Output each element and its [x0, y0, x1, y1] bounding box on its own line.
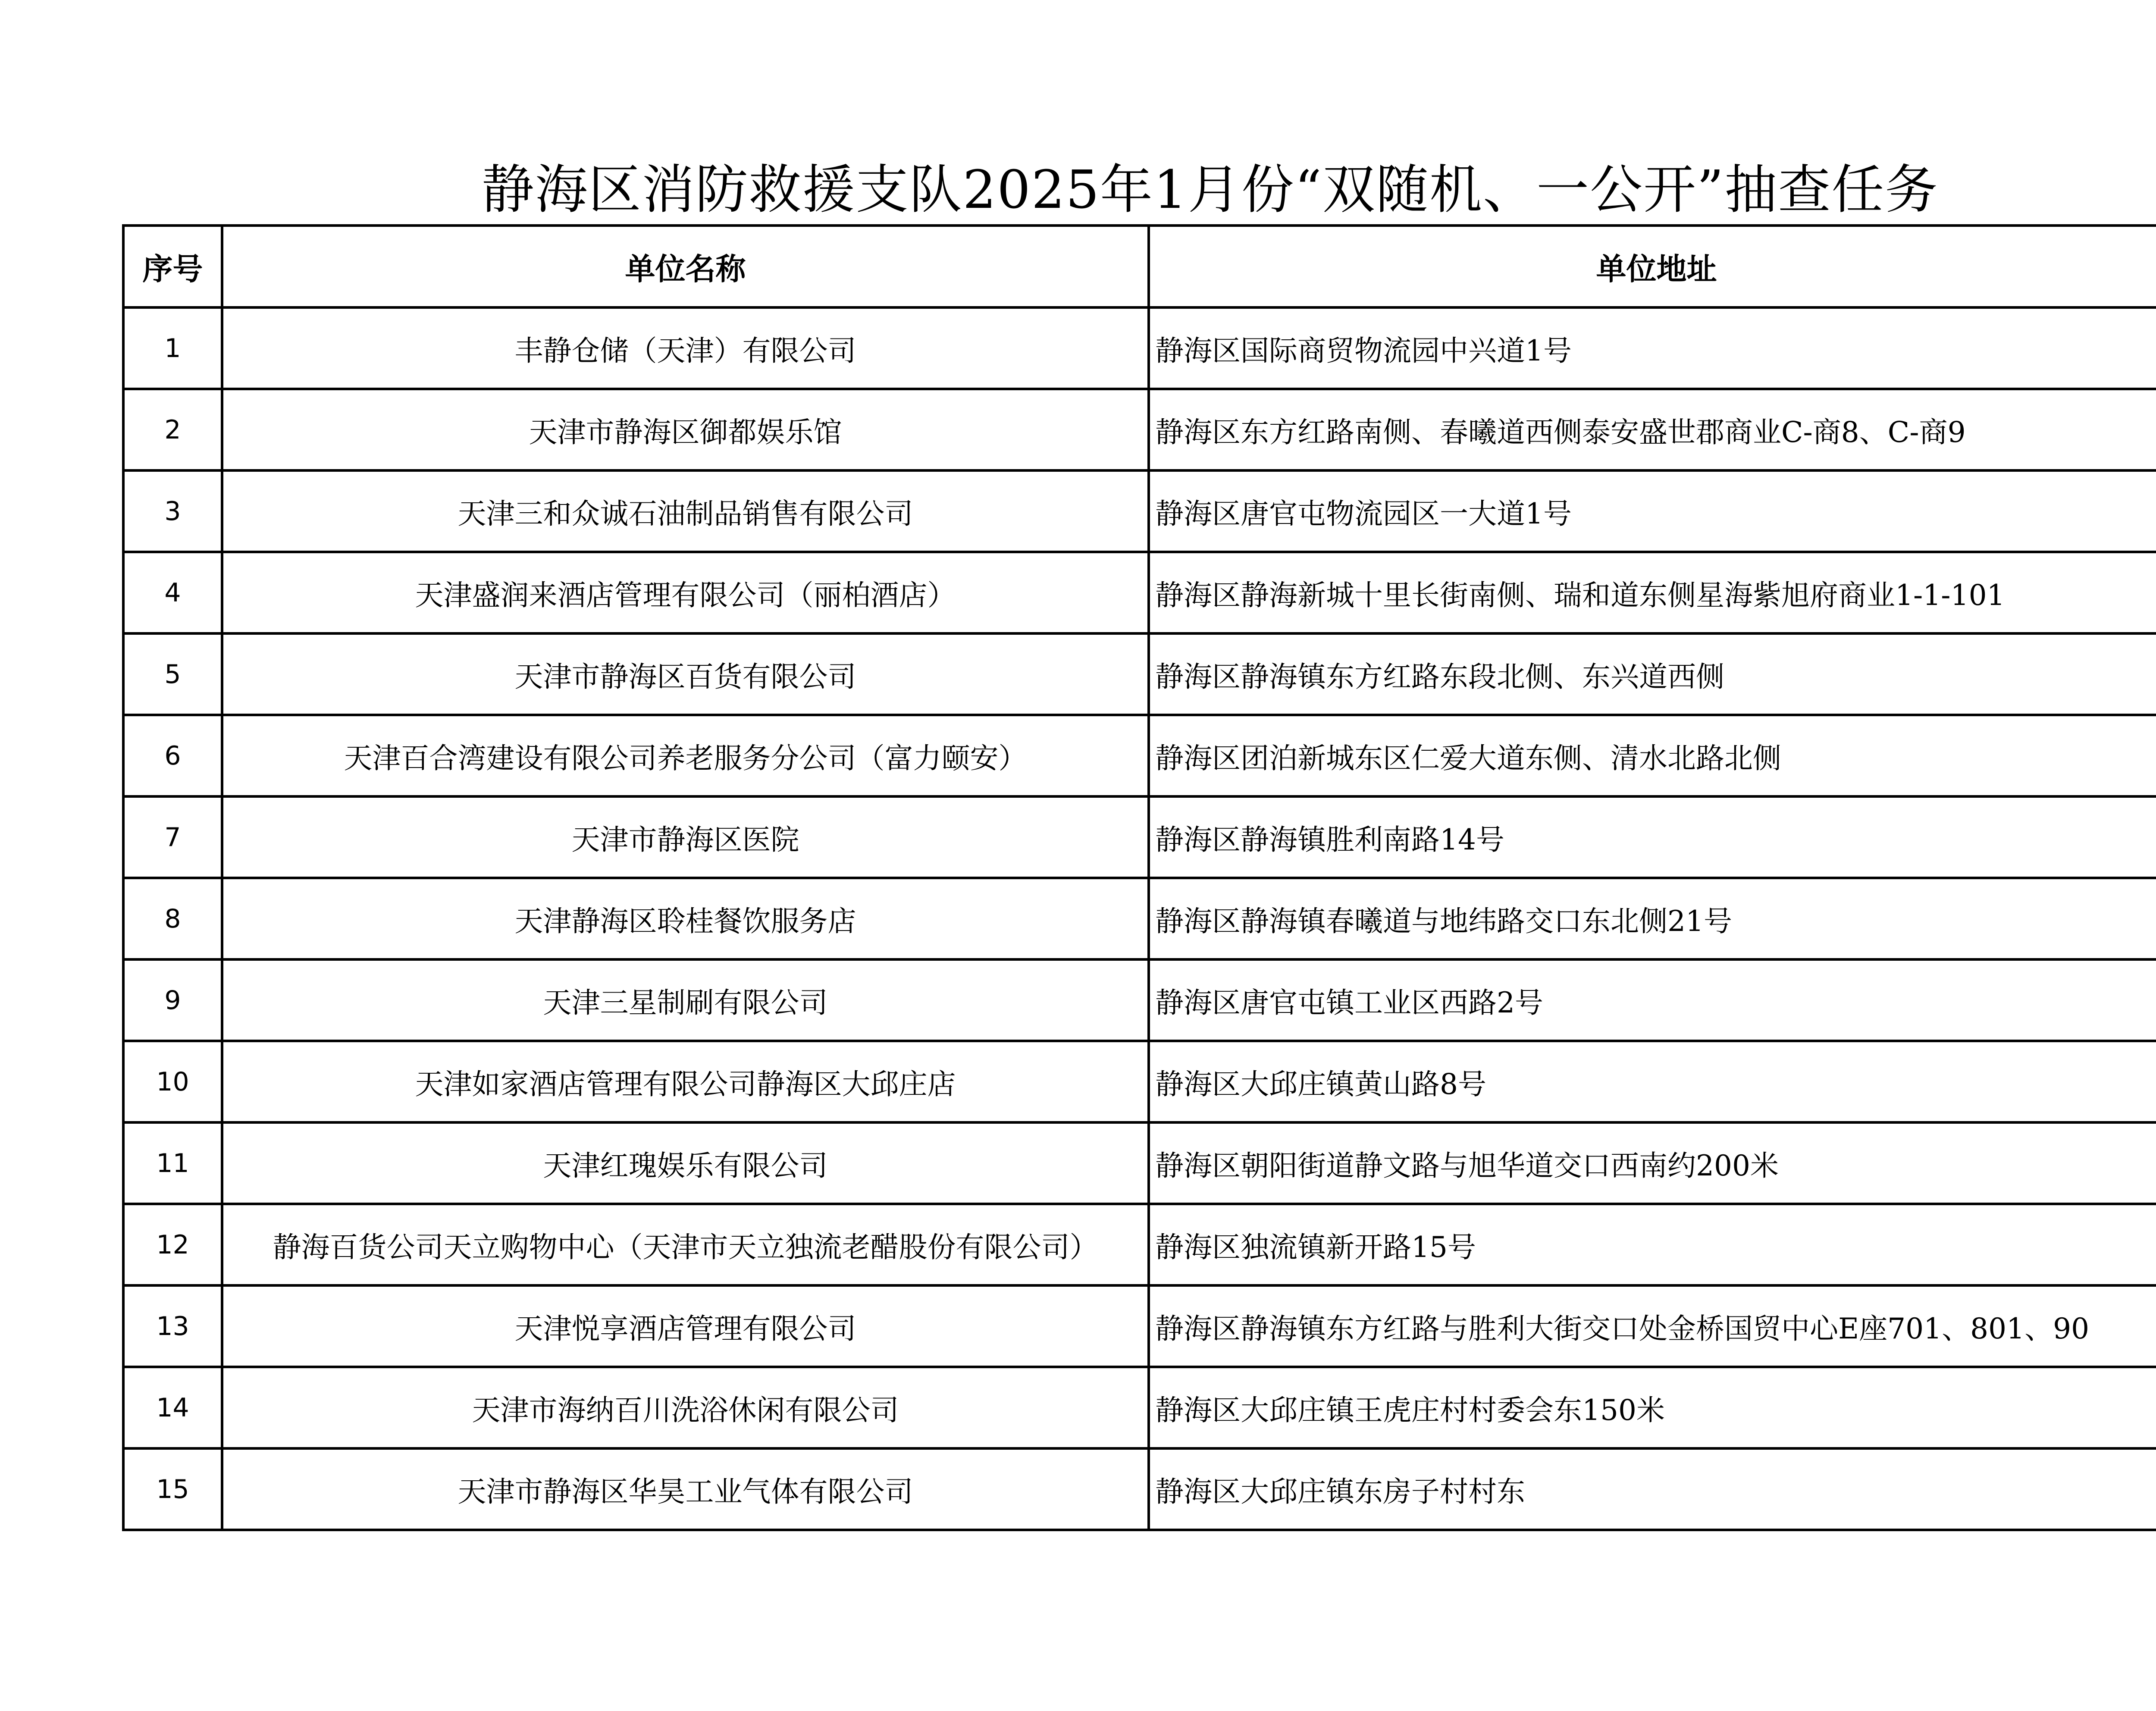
unit-name: 天津三星制刷有限公司: [222, 959, 1149, 1041]
unit-address: 静海区静海镇胜利南路14号: [1149, 796, 2156, 878]
unit-name: 天津市静海区华昊工业气体有限公司: [222, 1448, 1149, 1530]
unit-address: 静海区静海镇东方红路东段北侧、东兴道西侧: [1149, 633, 2156, 715]
table-row: [123, 552, 2156, 633]
row-index: 12: [123, 1204, 222, 1285]
unit-address: 静海区东方红路南侧、春曦道西侧泰安盛世郡商业C-商8、C-商9: [1149, 389, 2156, 470]
unit-address: 静海区大邱庄镇王虎庄村村委会东150米: [1149, 1367, 2156, 1448]
unit-address: 静海区大邱庄镇黄山路8号: [1149, 1041, 2156, 1122]
header-address: 单位地址: [1149, 226, 2156, 307]
unit-address: 静海区静海镇东方红路与胜利大街交口处金桥国贸中心E座701、801、90: [1149, 1285, 2156, 1367]
unit-address: 静海区唐官屯物流园区一大道1号: [1149, 470, 2156, 552]
unit-address: 静海区静海新城十里长街南侧、瑞和道东侧星海紫旭府商业1-1-101: [1149, 552, 2156, 633]
unit-address: 静海区朝阳街道静文路与旭华道交口西南约200米: [1149, 1122, 2156, 1204]
row-index: 7: [123, 796, 222, 878]
unit-address: 静海区国际商贸物流园中兴道1号: [1149, 307, 2156, 389]
row-index: 13: [123, 1285, 222, 1367]
table-row: [123, 878, 2156, 959]
header-index: 序号: [123, 226, 222, 307]
unit-name: 天津百合湾建设有限公司养老服务分公司（富力颐安）: [222, 715, 1149, 796]
unit-name: 天津三和众诚石油制品销售有限公司: [222, 470, 1149, 552]
table-row: [123, 1448, 2156, 1530]
unit-name: 天津红瑰娱乐有限公司: [222, 1122, 1149, 1204]
row-index: 15: [123, 1448, 222, 1530]
unit-name: 天津盛润来酒店管理有限公司（丽柏酒店）: [222, 552, 1149, 633]
row-index: 2: [123, 389, 222, 470]
table-row: [123, 1204, 2156, 1285]
row-index: 6: [123, 715, 222, 796]
unit-address: 静海区唐官屯镇工业区西路2号: [1149, 959, 2156, 1041]
row-index: 1: [123, 307, 222, 389]
table-row: [123, 633, 2156, 715]
row-index: 11: [123, 1122, 222, 1204]
table-body: [123, 307, 2156, 1530]
row-index: 10: [123, 1041, 222, 1122]
unit-name: 天津市静海区御都娱乐馆: [222, 389, 1149, 470]
table-row: [123, 1285, 2156, 1367]
unit-address: 静海区大邱庄镇东房子村村东: [1149, 1448, 2156, 1530]
unit-address: 静海区独流镇新开路15号: [1149, 1204, 2156, 1285]
row-index: 3: [123, 470, 222, 552]
unit-name: 丰静仓储（天津）有限公司: [222, 307, 1149, 389]
table-row: [123, 389, 2156, 470]
table-row: [123, 1041, 2156, 1122]
table-row: [123, 796, 2156, 878]
table-row: [123, 470, 2156, 552]
table-row: [123, 1122, 2156, 1204]
table-header-row: [123, 226, 2156, 307]
inspection-table: [122, 224, 2156, 1531]
table-row: [123, 715, 2156, 796]
row-index: 5: [123, 633, 222, 715]
row-index: 8: [123, 878, 222, 959]
header-name: 单位名称: [222, 226, 1149, 307]
unit-name: 静海百货公司天立购物中心（天津市天立独流老醋股份有限公司）: [222, 1204, 1149, 1285]
table-row: [123, 307, 2156, 389]
unit-name: 天津悦享酒店管理有限公司: [222, 1285, 1149, 1367]
row-index: 14: [123, 1367, 222, 1448]
unit-name: 天津市静海区医院: [222, 796, 1149, 878]
page-title: 静海区消防救援支队2025年1月份“双随机、一公开”抽查任务: [481, 159, 1939, 220]
unit-name: 天津如家酒店管理有限公司静海区大邱庄店: [222, 1041, 1149, 1122]
row-index: 9: [123, 959, 222, 1041]
unit-name: 天津市海纳百川洗浴休闲有限公司: [222, 1367, 1149, 1448]
unit-name: 天津市静海区百货有限公司: [222, 633, 1149, 715]
unit-address: 静海区团泊新城东区仁爱大道东侧、清水北路北侧: [1149, 715, 2156, 796]
unit-name: 天津静海区聆桂餐饮服务店: [222, 878, 1149, 959]
table-row: [123, 959, 2156, 1041]
unit-address: 静海区静海镇春曦道与地纬路交口东北侧21号: [1149, 878, 2156, 959]
row-index: 4: [123, 552, 222, 633]
table-row: [123, 1367, 2156, 1448]
